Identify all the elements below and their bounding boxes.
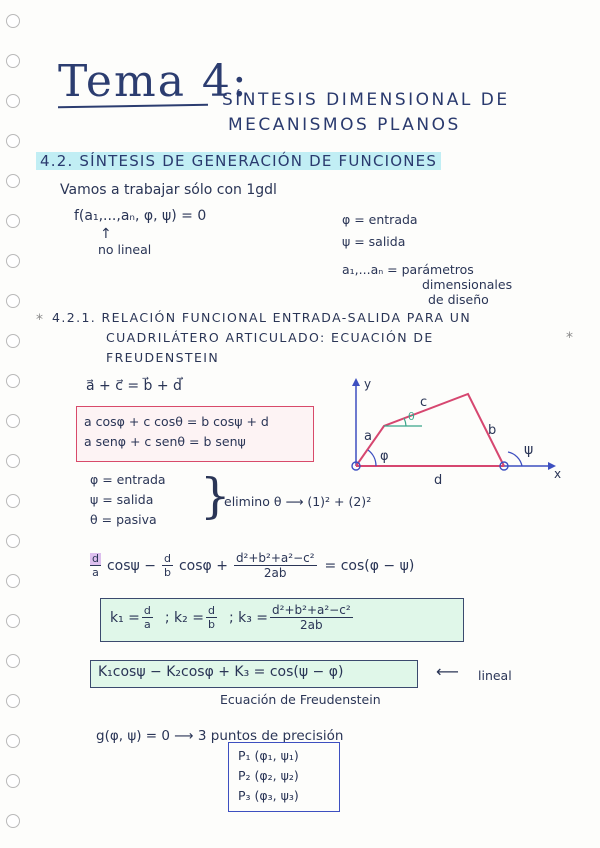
- brace-icon: }: [200, 468, 231, 524]
- binder-holes: [0, 0, 24, 848]
- binder-hole: [6, 294, 20, 308]
- expanded-equation: $\frac{d}{a}$ cosψ − $\frac{d}{b}$ cosφ + $\frac{\text{d²+b²+a²−c²}}{2ab}$ = cos(φ − ψ): [92, 551, 415, 580]
- params-definition-1: a₁,...aₙ = parámetros: [342, 262, 474, 277]
- point-p1: P₁ (φ₁, ψ₁): [238, 748, 299, 763]
- axis-y-label: y: [364, 377, 372, 391]
- label-c: c: [420, 395, 428, 410]
- binder-hole: [6, 654, 20, 668]
- subsection-line-2: CUADRILÁTERO ARTICULADO: ECUACIÓN DE: [106, 330, 434, 345]
- binder-hole: [6, 414, 20, 428]
- up-arrow-icon: ↑: [100, 226, 112, 242]
- title-line-2: MECANISMOS PLANOS: [228, 115, 461, 135]
- section-heading: 4.2. SÍNTESIS DE GENERACIÓN DE FUNCIONES: [36, 152, 441, 170]
- psi-arc: [508, 452, 522, 466]
- var-psi: ψ = salida: [90, 492, 154, 507]
- linkage-polyline: [356, 394, 504, 466]
- no-lineal-note: no lineal: [98, 242, 152, 257]
- vector-equation: a⃗ + c⃗ = b⃗ + d⃗: [86, 378, 182, 394]
- binder-hole: [6, 694, 20, 708]
- params-definition-2: dimensionales: [422, 277, 513, 292]
- precision-statement: g(φ, ψ) = 0 ⟶ 3 puntos de precisión: [96, 728, 344, 744]
- label-d: d: [434, 473, 443, 486]
- theta-arc: [404, 418, 406, 426]
- psi-definition: ψ = salida: [342, 234, 406, 249]
- axis-x-label: x: [554, 467, 562, 481]
- four-bar-diagram: [336, 376, 566, 486]
- label-b: b: [488, 423, 497, 438]
- lineal-note: lineal: [478, 668, 512, 683]
- phi-definition: φ = entrada: [342, 212, 418, 227]
- binder-hole: [6, 574, 20, 588]
- title-tema: Tema 4:: [58, 56, 249, 107]
- y-axis-arrow: [352, 378, 360, 386]
- binder-hole: [6, 14, 20, 28]
- params-definition-3: de diseño: [428, 292, 489, 307]
- fraction-constant: $\frac{\text{d²+b²+a²−c²}}{2ab}$: [235, 551, 315, 580]
- var-theta: θ = pasiva: [90, 512, 157, 527]
- var-phi: φ = entrada: [90, 472, 166, 487]
- subsection-line-3: FREUDENSTEIN: [106, 350, 220, 365]
- loop-equation-2: a senφ + c senθ = b senψ: [84, 434, 246, 449]
- k-definitions: k₁ = $\frac{d}{a}$ ; k₂ = $\frac{d}{b}$ ; k₃ = $\frac{\text{d²+b²+a²−c²}}{2ab}$: [110, 603, 351, 632]
- binder-hole: [6, 534, 20, 548]
- binder-hole: [6, 174, 20, 188]
- point-p3: P₃ (φ₃, ψ₃): [238, 788, 299, 803]
- binder-hole: [6, 454, 20, 468]
- star-mark-left: *: [36, 312, 43, 328]
- title-line-1: SÍNTESIS DIMENSIONAL DE: [222, 90, 510, 110]
- binder-hole: [6, 494, 20, 508]
- phi-arc: [368, 450, 376, 466]
- fraction-d-b: $\frac{d}{b}$: [163, 552, 171, 579]
- subsection-line-1: 4.2.1. RELACIÓN FUNCIONAL ENTRADA-SALIDA PARA UN: [52, 310, 472, 325]
- freudenstein-equation: K₁cosψ − K₂cosφ + K₃ = cos(ψ − φ): [98, 664, 344, 680]
- binder-hole: [6, 54, 20, 68]
- label-theta: θ: [408, 410, 415, 423]
- binder-hole: [6, 734, 20, 748]
- binder-hole: [6, 814, 20, 828]
- intro-text: Vamos a trabajar sólo con 1gdl: [60, 182, 277, 198]
- binder-hole: [6, 374, 20, 388]
- binder-hole: [6, 254, 20, 268]
- binder-hole: [6, 774, 20, 788]
- binder-hole: [6, 134, 20, 148]
- label-psi: ψ: [524, 442, 534, 458]
- left-arrow-icon: ⟵: [436, 662, 459, 681]
- loop-equation-1: a cosφ + c cosθ = b cosψ + d: [84, 414, 269, 429]
- point-p2: P₂ (φ₂, ψ₂): [238, 768, 299, 783]
- label-phi: φ: [380, 449, 389, 464]
- binder-hole: [6, 334, 20, 348]
- binder-hole: [6, 614, 20, 628]
- binder-hole: [6, 214, 20, 228]
- freudenstein-label: Ecuación de Freudenstein: [220, 692, 381, 707]
- function-equation: f(a₁,...,aₙ, φ, ψ) = 0: [74, 208, 207, 224]
- binder-hole: [6, 94, 20, 108]
- label-a: a: [364, 429, 372, 444]
- fraction-d-a: $\frac{d}{a}$: [92, 552, 99, 579]
- elimination-note: elimino θ ⟶ (1)² + (2)²: [224, 494, 372, 509]
- star-mark-right: *: [566, 330, 573, 346]
